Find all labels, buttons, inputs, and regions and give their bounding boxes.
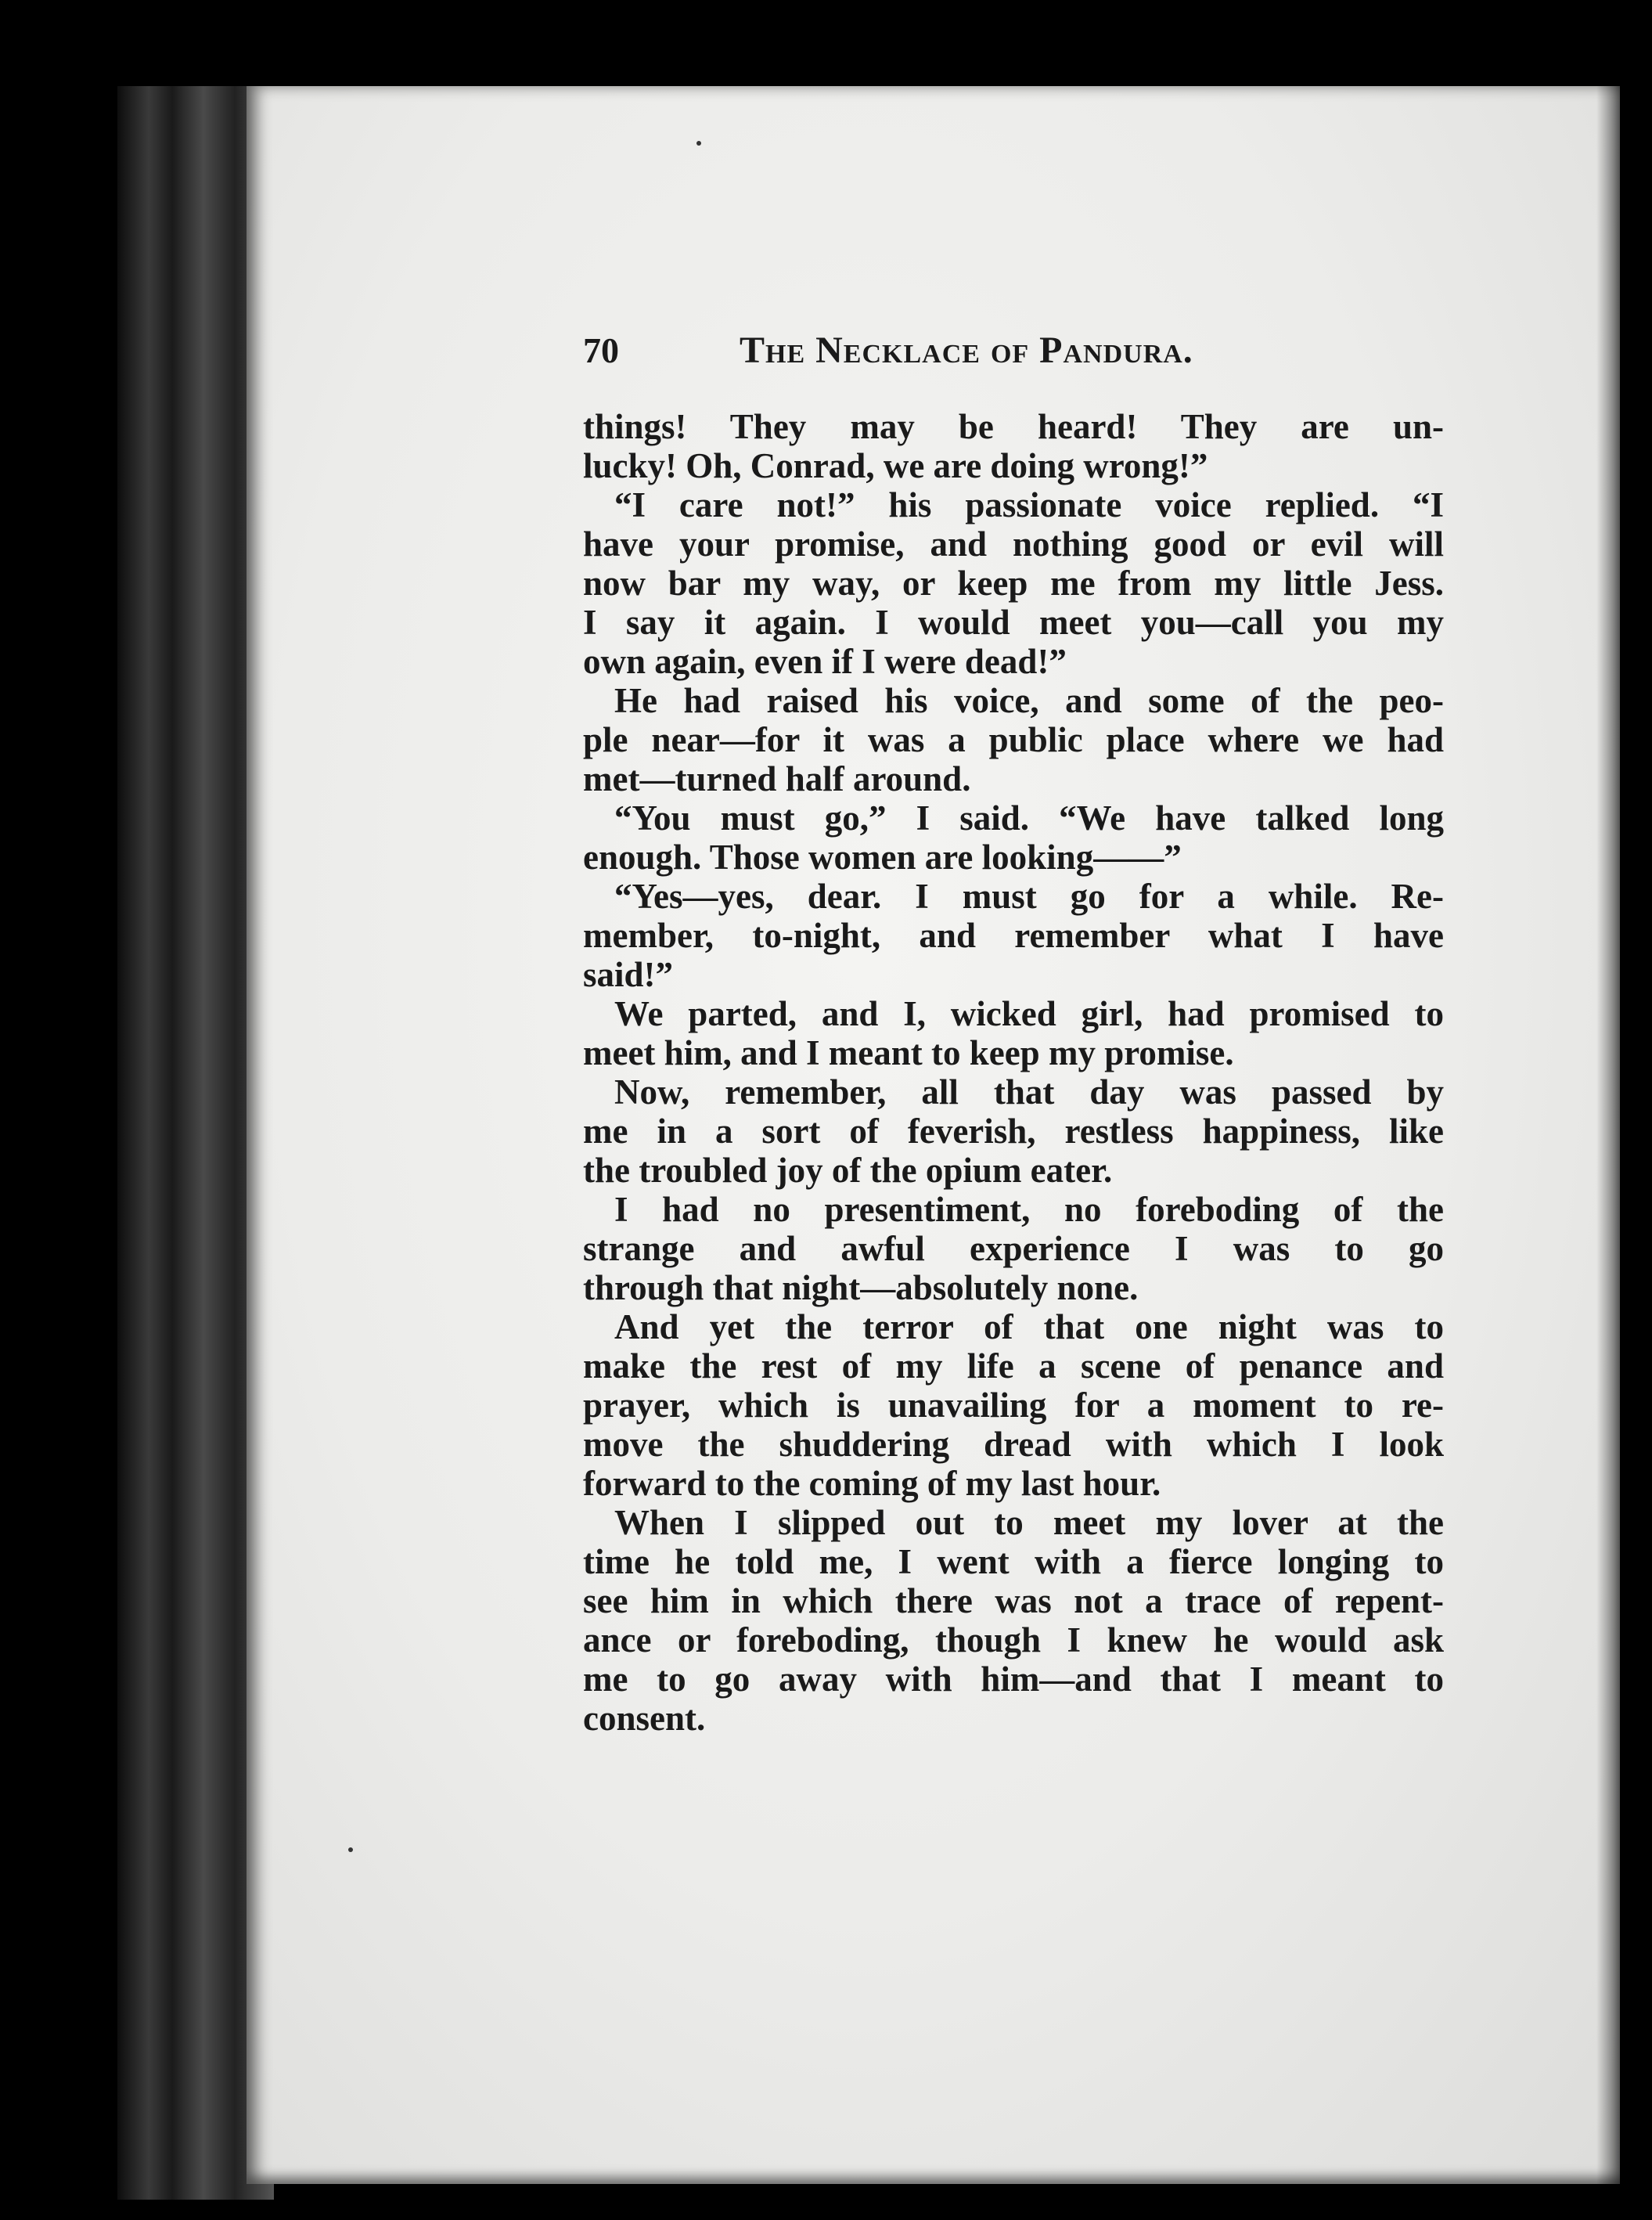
- text-line: time he told me, I went with a fierce longing to: [583, 1542, 1444, 1581]
- text-line: We parted, and I, wicked girl, had promised to: [614, 994, 1444, 1033]
- text-line: He had raised his voice, and some of the peo-: [614, 681, 1444, 720]
- text-line: Now, remember, all that day was passed by: [614, 1072, 1444, 1112]
- page-number: 70: [583, 330, 619, 370]
- text-line: ance or foreboding, though I knew he would ask: [583, 1620, 1444, 1660]
- text-line: prayer, which is unavailing for a moment to re-: [583, 1386, 1444, 1425]
- text-line: I had no presentiment, no foreboding of the: [614, 1190, 1444, 1229]
- text-line: member, to-night, and remember what I have: [583, 916, 1444, 955]
- text-line: consent.: [583, 1699, 706, 1738]
- speck: [348, 1847, 353, 1852]
- text-line: meet him, and I meant to keep my promise.: [583, 1033, 1234, 1072]
- text-line: now bar my way, or keep me from my little Jess.: [583, 564, 1444, 603]
- text-line: “I care not!” his passionate voice replied. “I: [614, 485, 1444, 524]
- text-line: “Yes—yes, dear. I must go for a while. Re-: [614, 877, 1444, 916]
- text-line: things! They may be heard! They are un-: [583, 407, 1444, 446]
- text-line: forward to the coming of my last hour.: [583, 1464, 1161, 1503]
- text-line: When I slipped out to meet my lover at the: [614, 1503, 1444, 1542]
- running-title: The Necklace of Pandura.: [740, 330, 1193, 371]
- text-line: strange and awful experience I was to go: [583, 1229, 1444, 1268]
- text-line: ple near—for it was a public place where we had: [583, 720, 1444, 759]
- text-line: see him in which there was not a trace of repent-: [583, 1581, 1444, 1620]
- page-edge-shadow: [1596, 86, 1620, 2184]
- text-line: through that night—absolutely none.: [583, 1268, 1139, 1307]
- text-line: move the shuddering dread with which I look: [583, 1425, 1444, 1464]
- text-line: met—turned half around.: [583, 759, 971, 798]
- page-header: [583, 329, 1444, 399]
- text-line: the troubled joy of the opium eater.: [583, 1151, 1113, 1190]
- text-line: “You must go,” I said. “We have talked long: [614, 798, 1444, 838]
- body-text: [583, 407, 1444, 1738]
- speck: [696, 141, 701, 146]
- text-line: me to go away with him—and that I meant to: [583, 1660, 1444, 1699]
- text-line: lucky! Oh, Conrad, we are doing wrong!”: [583, 446, 1208, 485]
- text-line: said!”: [583, 955, 674, 994]
- text-line: have your promise, and nothing good or evil will: [583, 524, 1444, 564]
- text-line: I say it again. I would meet you—call you my: [583, 603, 1444, 642]
- text-line: make the rest of my life a scene of penance and: [583, 1346, 1444, 1386]
- text-line: own again, even if I were dead!”: [583, 642, 1067, 681]
- text-block: [583, 329, 1444, 1738]
- text-line: And yet the terror of that one night was to: [614, 1307, 1444, 1346]
- text-line: enough. Those women are looking——”: [583, 838, 1182, 877]
- text-line: me in a sort of feverish, restless happiness, like: [583, 1112, 1444, 1151]
